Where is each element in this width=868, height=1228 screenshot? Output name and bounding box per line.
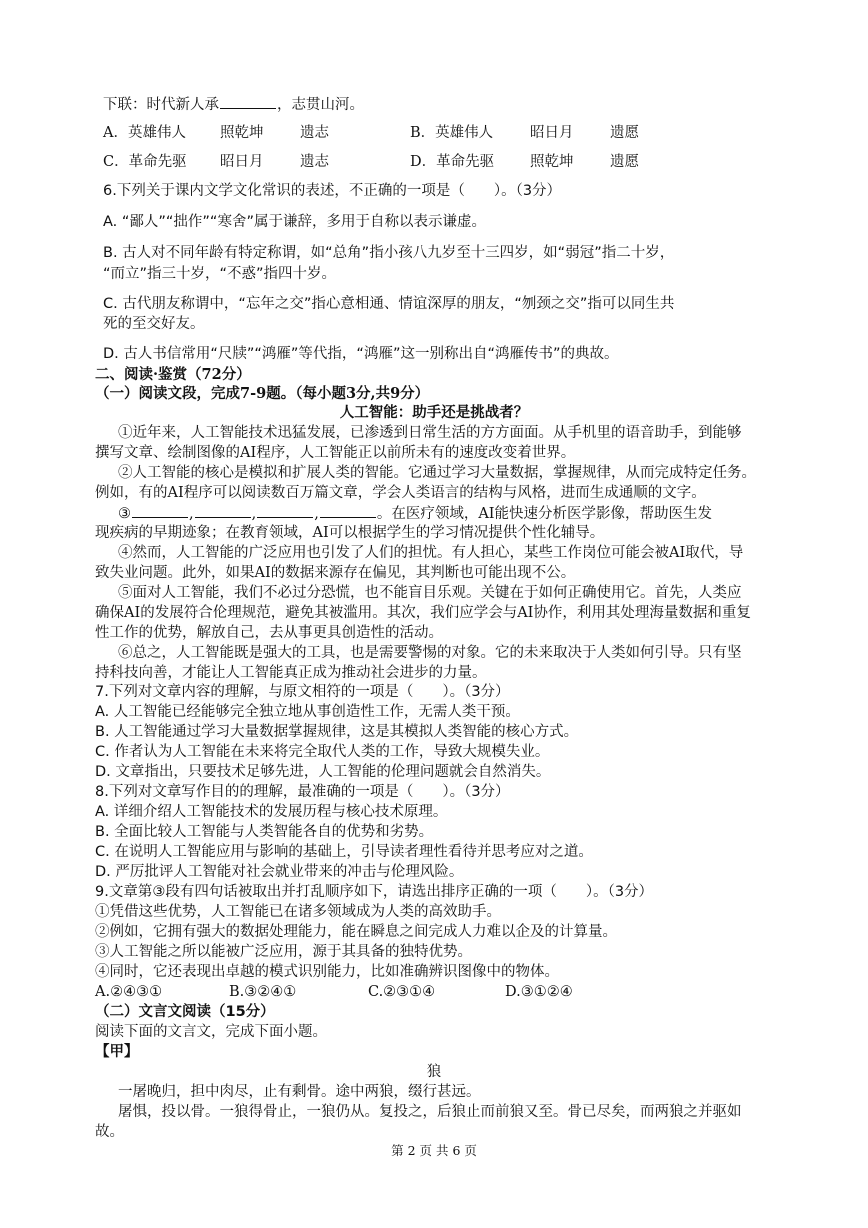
q8-option-a: A. 详细介绍人工智能技术的发展历程与核心技术原理。	[95, 804, 448, 820]
article-para-4: ④然而，人工智能的广泛应用也引发了人们的担忧。有人担心，某些工作岗位可能会被AI取代，导	[118, 545, 744, 561]
article-para-4-cont: 致失业问题。此外，如果AI的数据来源存在偏见，其判断也可能出现不公。	[95, 565, 576, 581]
q8-stem: 8.下列对文章写作目的的理解，最准确的一项是（ ）。（3分）	[95, 784, 510, 800]
wolf-title: 狼	[426, 1064, 442, 1080]
q8-option-c: C. 在说明人工智能应用与影响的基础上，引导读者理性看待并思考应对之道。	[95, 844, 593, 860]
exam-page: 下联：时代新人承 ，志贯山河。 A．英雄伟人 照乾坤 遗志 B．英雄伟人 昭日月 遗愿 C．革命先驱 昭日月 遗志 D．革命先驱 照乾坤 遗愿 6.下列关于课内文学文化常识的表述，不正确的一项是（ ）。（3分） A. “鄙人”“拙作”“寒舍”属于谦辞，多用于自称以表示谦虚。 B. 古人对不同年龄有特定称谓，如“总角”指小孩八九岁至十三四岁，如“弱冠”指二十岁， “而立”指三十岁，“不惑”指四十岁。 C. 古代朋友称谓中，“忘年之交”指心意相通、情谊深厚的朋友，“刎颈之交”指可以同生共 死的至交好友。 D. 古人书信常用“尺牍”“鸿雁”等代指，“鸿雁”这一别称出自“鸿雁传书”的典故。 二、阅读·鉴赏（72分） （一）阅读文段，完成7-9题。（每小题3分,共9分） 人工智能：助手还是挑战者？ ①近年来，人工智能技术迅猛发展，已渗透到日常生活的方方面面。从手机里的语音助手，到能够 撰写文章、绘制图像的AI程序，人工智能正以前所未有的速度改变着世界。 ②人工智能的核心是模拟和扩展人类的智能。它通过学习大量数据，掌握规律，从而完成特定任务。 例如，有的AI程序可以阅读数百万篇文章，学会人类语言的结构与风格，进而生成通顺的文字。 ③ , , , 。在医疗领域，AI能快速分析医学影像，帮助医生发 现疾病的早期迹象；在教育领域，AI可以根据学生的学习情况提供个性化辅导。 ④然而，人工智能的广泛应用也引发了人们的担忧。有人担心，某些工作岗位可能会被AI取代，导 致失业问题。此外，如果AI的数据来源存在偏见，其判断也可能出现不公。 ⑤面对人工智能，我们不必过分恐慌，也不能盲目乐观。关键在于如何正确使用它。首先，人类应 确保AI的发展符合伦理规范，避免其被滥用。其次，我们应学会与AI协作，利用其处理海量数据和重复 性工作的优势，解放自己，去从事更具创造性的活动。 ⑥总之，人工智能既是强大的工具，也是需要警惕的对象。它的未来取决于人类如何引导。只有坚 持科技向善，才能让人工智能真正成为推动社会进步的力量。 7.下列对文章内容的理解，与原文相符的一项是（ ）。（3分） A. 人工智能已经能够完全独立地从事创造性工作，无需人类干预。 B. 人工智能通过学习大量数据掌握规律，这是其模拟人类智能的核心方式。 C. 作者认为人工智能在未来将完全取代人类的工作，导致大规模失业。 D. 文章指出，只要技术足够先进，人工智能的伦理问题就会自然消失。 8.下列对文章写作目的的理解，最准确的一项是（ ）。（3分） A. 详细介绍人工智能技术的发展历程与核心技术原理。 B. 全面比较人工智能与人类智能各自的优势和劣势。 C. 在说明人工智能应用与影响的基础上，引导读者理性看待并思考应对之道。 D. 严厉批评人工智能对社会就业带来的冲击与伦理风险。 9.文章第③段有四句话被取出并打乱顺序如下，请选出排序正确的一项（ ）。（3分） ①凭借这些优势，人工智能已在诸多领域成为人类的高效助手。 ②例如，它拥有强大的数据处理能力，能在瞬息之间完成人力难以企及的计算量。 ③人工智能之所以能被广泛应用，源于其具备的独特优势。 ④同时，它还表现出卓越的模式识别能力，比如准确辨识图像中的物体。 A.②④③① B.③②④① C.②③①④ D.③①②④ （二）文言文阅读（15分） 阅读下面的文言文，完成下面小题。 【甲】 狼 一屠晚归，担中肉尽，止有剩骨。途中两狼，缀行甚远。 屠惧，投以骨。一狼得骨止，一狼仍从。复投之，后狼止而前狼又至。骨已尽矣，而两狼之并驱如 故。 第 2 页 共 6 页	[0, 0, 868, 1228]
article-para-6: ⑥总之，人工智能既是强大的工具，也是需要警惕的对象。它的未来取决于人类如何引导。只有坚	[118, 645, 742, 661]
q9-sentence-1: ①凭借这些优势，人工智能已在诸多领域成为人类的高效助手。	[95, 904, 501, 920]
answer-blank	[132, 503, 188, 518]
answer-blank	[195, 503, 251, 518]
q6-option-c-line2: 死的至交好友。	[103, 316, 205, 332]
q7-option-a: A. 人工智能已经能够完全独立地从事创造性工作，无需人类干预。	[95, 704, 520, 720]
q9-sentence-3: ③人工智能之所以能被广泛应用，源于其具备的独特优势。	[95, 944, 472, 960]
q6-option-d: D. 古人书信常用“尺牍”“鸿雁”等代指，“鸿雁”这一别称出自“鸿雁传书”的典故。	[103, 346, 619, 362]
q5-stem: 下联：时代新人承 ，志贯山河。	[103, 94, 364, 115]
article-para-2-cont: 例如，有的AI程序可以阅读数百万篇文章，学会人类语言的结构与风格，进而生成通顺的文字。	[95, 485, 706, 501]
article-para-2: ②人工智能的核心是模拟和扩展人类的智能。它通过学习大量数据，掌握规律，从而完成特定任务。	[118, 465, 756, 481]
part2-intro: 阅读下面的文言文，完成下面小题。	[95, 1024, 327, 1040]
q7-stem: 7.下列对文章内容的理解，与原文相符的一项是（ ）。（3分）	[95, 684, 510, 700]
q8-option-b: B. 全面比较人工智能与人类智能各自的优势和劣势。	[95, 824, 434, 840]
q9-option-d: D.③①②④	[505, 984, 573, 1000]
q7-option-d: D. 文章指出，只要技术足够先进，人工智能的伦理问题就会自然消失。	[95, 764, 551, 780]
q6-option-b-line1: B. 古人对不同年龄有特定称谓，如“总角”指小孩八九岁至十三四岁，如“弱冠”指二十岁，	[103, 245, 675, 261]
article-para-3-cont: 现疾病的早期迹象；在教育领域，AI可以根据学生的学习情况提供个性化辅导。	[95, 525, 605, 541]
article-para-5: ⑤面对人工智能，我们不必过分恐慌，也不能盲目乐观。关键在于如何正确使用它。首先，人类应	[118, 585, 742, 601]
answer-blank	[220, 94, 276, 109]
article-title: 人工智能：助手还是挑战者？	[339, 404, 529, 421]
q8-option-d: D. 严厉批评人工智能对社会就业带来的冲击与伦理风险。	[95, 864, 464, 880]
answer-blank	[320, 503, 376, 518]
part1-title: （一）阅读文段，完成7-9题。（每小题3分,共9分）	[95, 385, 430, 402]
article-para-5-cont2: 性工作的优势，解放自己，去从事更具创造性的活动。	[95, 625, 443, 641]
q6-option-a: A. “鄙人”“拙作”“寒舍”属于谦辞，多用于自称以表示谦虚。	[103, 214, 486, 230]
q7-option-c: C. 作者认为人工智能在未来将完全取代人类的工作，导致大规模失业。	[95, 744, 550, 760]
part2-title: （二）文言文阅读（15分）	[95, 1004, 275, 1020]
q9-option-b: B.③②④①	[229, 984, 297, 1000]
q9-option-c: C.②③①④	[368, 984, 436, 1000]
q9-sentence-2: ②例如，它拥有强大的数据处理能力，能在瞬息之间完成人力难以企及的计算量。	[95, 924, 617, 940]
q7-option-b: B. 人工智能通过学习大量数据掌握规律，这是其模拟人类智能的核心方式。	[95, 724, 579, 740]
wolf-line-3: 故。	[95, 1124, 124, 1140]
article-para-5-cont1: 确保AI的发展符合伦理规范，避免其被滥用。其次，我们应学会与AI协作，利用其处理海量数据和重复	[95, 605, 751, 621]
section-title: 二、阅读·鉴赏（72分）	[95, 366, 251, 383]
q6-option-b-line2: “而立”指三十岁，“不惑”指四十岁。	[103, 266, 337, 282]
article-para-1-cont: 撰写文章、绘制图像的AI程序，人工智能正以前所未有的速度改变着世界。	[95, 445, 576, 461]
answer-blank	[257, 503, 313, 518]
article-para-1: ①近年来，人工智能技术迅猛发展，已渗透到日常生活的方方面面。从手机里的语音助手，到能够	[118, 425, 742, 441]
q9-sentence-4: ④同时，它还表现出卓越的模式识别能力，比如准确辨识图像中的物体。	[95, 964, 559, 980]
text-label-jia: 【甲】	[95, 1044, 139, 1060]
q6-option-c-line1: C. 古代朋友称谓中，“忘年之交”指心意相通、情谊深厚的朋友，“刎颈之交”指可以同生共	[103, 296, 675, 312]
q9-option-a: A.②④③①	[95, 984, 163, 1000]
page-footer: 第 2 页 共 6 页	[391, 1143, 477, 1158]
q6-stem: 6.下列关于课内文学文化常识的表述，不正确的一项是（ ）。（3分）	[103, 183, 562, 199]
article-para-6-cont: 持科技向善，才能让人工智能真正成为推动社会进步的力量。	[95, 665, 487, 681]
q9-stem: 9.文章第③段有四句话被取出并打乱顺序如下，请选出排序正确的一项（ ）。（3分）	[95, 884, 654, 900]
wolf-line-1: 一屠晚归，担中肉尽，止有剩骨。途中两狼，缀行甚远。	[118, 1084, 481, 1100]
wolf-line-2: 屠惧，投以骨。一狼得骨止，一狼仍从。复投之，后狼止而前狼又至。骨已尽矣，而两狼之并驱如	[118, 1104, 742, 1120]
article-para-3: ③ , , , 。在医疗领域，AI能快速分析医学影像，帮助医生发	[118, 503, 712, 524]
